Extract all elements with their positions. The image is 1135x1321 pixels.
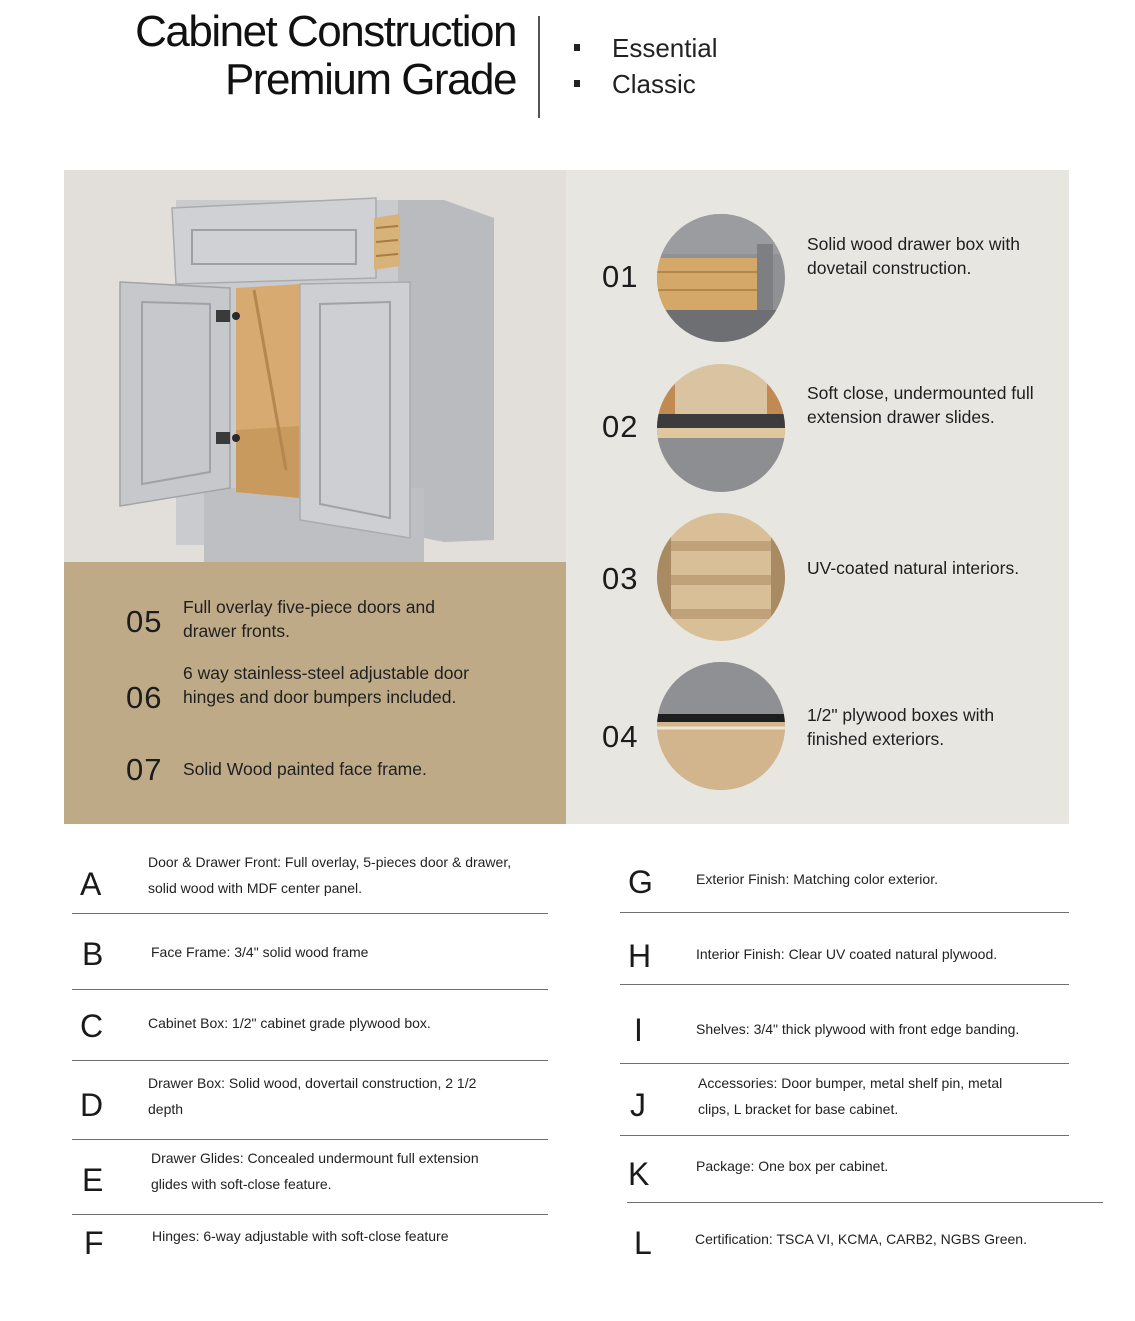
grade-item-essential: Essential [574, 30, 718, 66]
spec-letter-h: H [628, 938, 652, 974]
feature-text-02: Soft close, undermounted full extension drawer slides. [807, 383, 1034, 427]
spec-divider [620, 1063, 1069, 1064]
plywood-box-photo [657, 662, 785, 790]
feature-number-01: 01 [602, 259, 639, 294]
interior-photo [657, 513, 785, 641]
spec-letter-l: L [634, 1225, 652, 1261]
spec-letter-e: E [82, 1162, 104, 1198]
feature-number-05: 05 [126, 604, 163, 639]
title-line-2: Premium Grade [224, 55, 516, 104]
spec-text-g: Exterior Finish: Matching color exterior. [696, 871, 938, 887]
feature-number-06: 06 [126, 680, 163, 715]
spec-text-k: Package: One box per cabinet. [696, 1158, 889, 1174]
spec-divider [72, 1060, 548, 1061]
spec-text-c: Cabinet Box: 1/2" cabinet grade plywood box. [148, 1015, 431, 1031]
title-divider [538, 16, 540, 118]
feature-number-04: 04 [602, 719, 639, 754]
feature-number-02: 02 [602, 409, 639, 444]
grade-item-classic: Classic [574, 66, 718, 102]
spec-letter-j: J [630, 1087, 646, 1123]
feature-text-05: Full overlay five-piece doors and drawer fronts. [183, 597, 435, 641]
page-title [60, 8, 516, 104]
spec-letter-g: G [628, 864, 653, 900]
spec-letter-i: I [634, 1012, 643, 1048]
feature-text-07: Solid Wood painted face frame. [183, 759, 427, 779]
cabinet-illustration [64, 170, 566, 600]
spec-text-i: Shelves: 3/4" thick plywood with front edge banding. [696, 1021, 1020, 1037]
grade-list [574, 30, 718, 102]
spec-text-h: Interior Finish: Clear UV coated natural plywood. [696, 946, 998, 962]
spec-letter-d: D [80, 1087, 104, 1123]
spec-text-f: Hinges: 6-way adjustable with soft-close feature [152, 1228, 449, 1244]
spec-text-a: Door & Drawer Front: Full overlay, 5-pieces door & drawer, solid wood with MDF center panel. [148, 854, 512, 896]
spec-divider [72, 1214, 548, 1215]
spec-divider [72, 989, 548, 990]
spec-letter-k: K [628, 1156, 650, 1192]
spec-letter-f: F [84, 1225, 104, 1261]
feature-number-07: 07 [126, 752, 163, 787]
spec-letter-c: C [80, 1008, 104, 1044]
spec-text-e: Drawer Glides: Concealed undermount full extension glides with soft-close feature. [151, 1150, 479, 1192]
feature-text-06: 6 way stainless-steel adjustable door hinges and door bumpers included. [183, 663, 469, 707]
spec-text-l: Certification: TSCA VI, KCMA, CARB2, NGBS Green. [695, 1231, 1027, 1247]
title-line-1: Cabinet Construction [135, 7, 516, 56]
feature-text-01: Solid wood drawer box with dovetail construction. [807, 234, 1021, 278]
feature-text-03: UV-coated natural interiors. [807, 558, 1020, 578]
feature-number-03: 03 [602, 561, 639, 596]
spec-letter-b: B [82, 936, 104, 972]
drawer-box-photo [657, 214, 785, 342]
spec-divider [620, 984, 1069, 985]
spec-text-b: Face Frame: 3/4" solid wood frame [151, 944, 369, 960]
spec-divider [72, 913, 548, 914]
spec-divider [627, 1202, 1103, 1203]
spec-text-j: Accessories: Door bumper, metal shelf pin, metal clips, L bracket for base cabinet. [698, 1075, 1003, 1117]
feature-text-04: 1/2" plywood boxes with finished exteriors. [807, 705, 995, 749]
spec-divider [620, 1135, 1069, 1136]
spec-divider [620, 912, 1069, 913]
spec-divider [72, 1139, 548, 1140]
drawer-slide-photo [657, 364, 785, 492]
spec-letter-a: A [80, 866, 102, 902]
spec-text-d: Drawer Box: Solid wood, dovertail construction, 2 1/2 depth [148, 1075, 477, 1117]
